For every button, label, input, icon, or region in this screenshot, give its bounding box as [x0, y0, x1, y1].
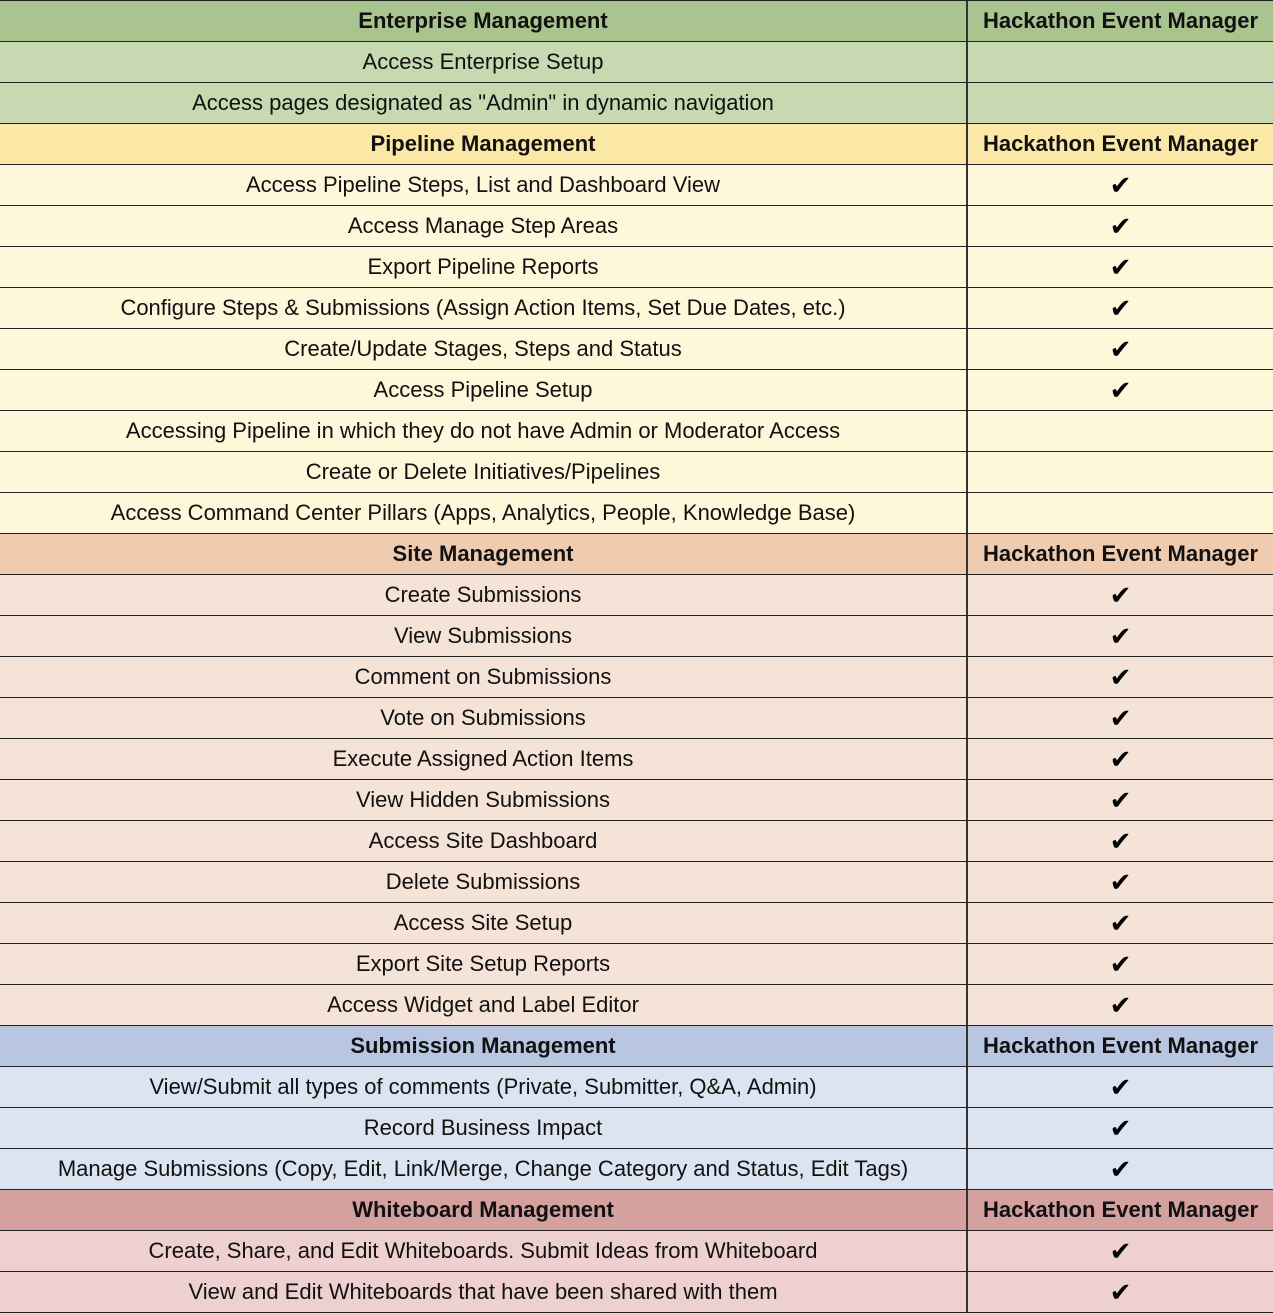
role-column-header: Hackathon Event Manager — [982, 541, 1259, 566]
section-title: Enterprise Management — [0, 1, 968, 41]
permission-cell — [968, 616, 1273, 656]
checkmark-icon: ✔ — [1109, 743, 1132, 774]
permission-cell — [968, 83, 1273, 123]
role-column-header: Hackathon Event Manager — [982, 1197, 1259, 1222]
permission-label: Export Pipeline Reports — [0, 247, 968, 287]
permission-label: Record Business Impact — [0, 1108, 968, 1148]
checkmark-icon: ✔ — [1109, 989, 1132, 1020]
permission-cell — [968, 944, 1273, 984]
table-row — [0, 247, 1273, 288]
permission-label: Access Pipeline Steps, List and Dashboard View — [0, 165, 968, 205]
permission-label: Create, Share, and Edit Whiteboards. Submit Ideas from Whiteboard — [0, 1231, 968, 1271]
permission-label: View/Submit all types of comments (Private, Submitter, Q&A, Admin) — [0, 1067, 968, 1107]
checkmark-icon: ✔ — [1109, 825, 1132, 856]
table-row — [0, 1067, 1273, 1108]
permission-cell — [968, 42, 1273, 82]
checkmark-icon: ✔ — [1109, 1235, 1132, 1266]
table-row — [0, 985, 1273, 1026]
section-title: Submission Management — [0, 1026, 968, 1066]
permission-label: Access Widget and Label Editor — [0, 985, 968, 1025]
checkmark-icon: ✔ — [1109, 251, 1132, 282]
permission-label: Access Manage Step Areas — [0, 206, 968, 246]
table-row — [0, 780, 1273, 821]
permission-cell — [968, 1067, 1273, 1107]
permission-cell — [968, 247, 1273, 287]
permission-label: Access Site Dashboard — [0, 821, 968, 861]
permission-cell — [968, 739, 1273, 779]
checkmark-icon: ✔ — [1109, 620, 1132, 651]
permission-label: View and Edit Whiteboards that have been shared with them — [0, 1272, 968, 1312]
table-row — [0, 575, 1273, 616]
permission-label: Access Command Center Pillars (Apps, Analytics, People, Knowledge Base) — [0, 493, 968, 533]
permission-cell — [968, 862, 1273, 902]
permission-cell — [968, 452, 1273, 492]
permission-label: Execute Assigned Action Items — [0, 739, 968, 779]
permission-label: Manage Submissions (Copy, Edit, Link/Merge, Change Category and Status, Edit Tags) — [0, 1149, 968, 1189]
permission-cell — [968, 821, 1273, 861]
section-header-whiteboard — [0, 1190, 1273, 1231]
permission-cell — [968, 1272, 1273, 1312]
section-header-pipeline — [0, 124, 1273, 165]
table-row — [0, 206, 1273, 247]
checkmark-icon: ✔ — [1109, 292, 1132, 323]
permission-label: Create/Update Stages, Steps and Status — [0, 329, 968, 369]
checkmark-icon: ✔ — [1109, 661, 1132, 692]
section-title: Whiteboard Management — [0, 1190, 968, 1230]
table-row — [0, 862, 1273, 903]
checkmark-icon: ✔ — [1109, 333, 1132, 364]
section-title: Pipeline Management — [0, 124, 968, 164]
permission-cell — [968, 985, 1273, 1025]
permission-cell — [968, 575, 1273, 615]
table-row — [0, 411, 1273, 452]
checkmark-icon: ✔ — [1109, 579, 1132, 610]
checkmark-icon: ✔ — [1109, 374, 1132, 405]
permission-cell — [968, 698, 1273, 738]
table-row — [0, 698, 1273, 739]
table-row — [0, 944, 1273, 985]
table-row — [0, 42, 1273, 83]
permission-cell — [968, 657, 1273, 697]
permission-label: Create or Delete Initiatives/Pipelines — [0, 452, 968, 492]
checkmark-icon: ✔ — [1109, 169, 1132, 200]
table-row — [0, 493, 1273, 534]
table-row — [0, 452, 1273, 493]
permission-label: Access pages designated as "Admin" in dynamic navigation — [0, 83, 968, 123]
permission-cell — [968, 288, 1273, 328]
section-header-submission — [0, 1026, 1273, 1067]
checkmark-icon: ✔ — [1109, 1112, 1132, 1143]
permission-cell — [968, 329, 1273, 369]
permission-cell — [968, 206, 1273, 246]
table-row — [0, 616, 1273, 657]
table-row — [0, 83, 1273, 124]
table-row — [0, 821, 1273, 862]
permission-label: Export Site Setup Reports — [0, 944, 968, 984]
permission-label: Comment on Submissions — [0, 657, 968, 697]
permission-label: Delete Submissions — [0, 862, 968, 902]
permission-cell — [968, 1108, 1273, 1148]
permission-label: Access Pipeline Setup — [0, 370, 968, 410]
permission-cell — [968, 1149, 1273, 1189]
permission-label: Configure Steps & Submissions (Assign Action Items, Set Due Dates, etc.) — [0, 288, 968, 328]
checkmark-icon: ✔ — [1109, 210, 1132, 241]
permission-cell — [968, 370, 1273, 410]
role-column-header: Hackathon Event Manager — [982, 1033, 1259, 1058]
table-row — [0, 329, 1273, 370]
table-row — [0, 657, 1273, 698]
table-row — [0, 1149, 1273, 1190]
section-header-enterprise — [0, 1, 1273, 42]
permission-label: Accessing Pipeline in which they do not have Admin or Moderator Access — [0, 411, 968, 451]
checkmark-icon: ✔ — [1109, 1276, 1132, 1307]
table-row — [0, 1272, 1273, 1313]
checkmark-icon: ✔ — [1109, 948, 1132, 979]
permission-label: View Hidden Submissions — [0, 780, 968, 820]
permission-cell — [968, 780, 1273, 820]
permission-cell — [968, 1231, 1273, 1271]
permission-label: View Submissions — [0, 616, 968, 656]
checkmark-icon: ✔ — [1109, 702, 1132, 733]
section-header-site — [0, 534, 1273, 575]
role-column-header: Hackathon Event Manager — [982, 8, 1259, 33]
role-column-header: Hackathon Event Manager — [982, 131, 1259, 156]
permission-label: Vote on Submissions — [0, 698, 968, 738]
checkmark-icon: ✔ — [1109, 784, 1132, 815]
permission-label: Access Site Setup — [0, 903, 968, 943]
table-row — [0, 165, 1273, 206]
table-row — [0, 1231, 1273, 1272]
table-row — [0, 288, 1273, 329]
checkmark-icon: ✔ — [1109, 866, 1132, 897]
table-row — [0, 739, 1273, 780]
permission-label: Create Submissions — [0, 575, 968, 615]
table-row — [0, 370, 1273, 411]
checkmark-icon: ✔ — [1109, 1153, 1132, 1184]
permission-cell — [968, 411, 1273, 451]
permission-cell — [968, 903, 1273, 943]
checkmark-icon: ✔ — [1109, 907, 1132, 938]
permission-cell — [968, 165, 1273, 205]
permission-cell — [968, 493, 1273, 533]
table-row — [0, 903, 1273, 944]
section-title: Site Management — [0, 534, 968, 574]
permission-label: Access Enterprise Setup — [0, 42, 968, 82]
table-row — [0, 1108, 1273, 1149]
checkmark-icon: ✔ — [1109, 1071, 1132, 1102]
